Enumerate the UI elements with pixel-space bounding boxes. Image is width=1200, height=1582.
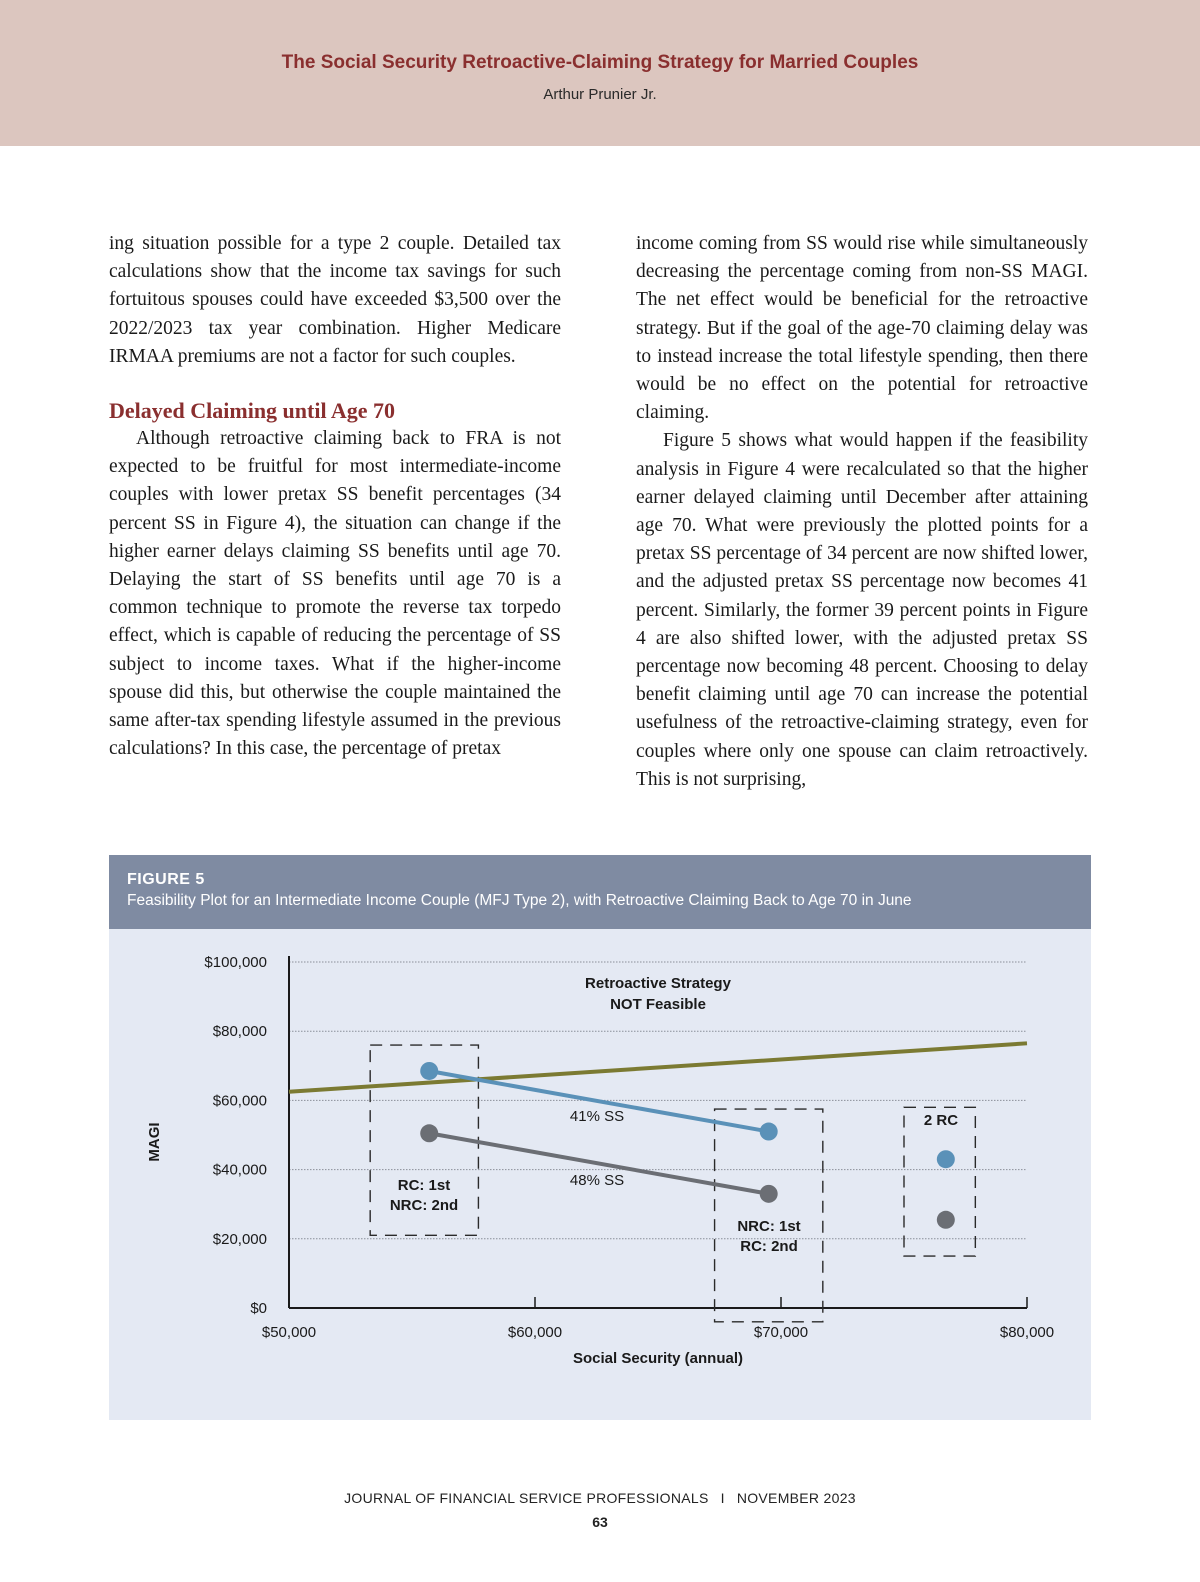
x-tick-label: $80,000 [999, 1324, 1055, 1341]
left-column [109, 230, 561, 763]
data-point-41-ss [420, 1062, 438, 1080]
series-label-41: 41% SS [569, 1108, 625, 1125]
box2-label-line2: RC: 2nd [740, 1238, 798, 1255]
x-tick-label: $70,000 [753, 1324, 809, 1341]
data-point-48-ss [420, 1124, 438, 1142]
figure-header [109, 855, 1091, 929]
x-tick-label: $60,000 [507, 1324, 563, 1341]
footer-journal-line [0, 1490, 1200, 1506]
box2-label-line1: NRC: 1st [737, 1218, 801, 1235]
lines-layer [289, 1043, 1027, 1194]
issue-date: NOVEMBER 2023 [736, 1490, 856, 1506]
running-author: Arthur Prunier Jr. [543, 86, 657, 103]
y-tick-label: $100,000 [204, 954, 267, 971]
series-label-48: 48% SS [569, 1172, 625, 1189]
right-column [636, 230, 1088, 794]
footer-separator: I [720, 1490, 725, 1506]
box1-label-line1: RC: 1st [397, 1177, 451, 1194]
journal-name: JOURNAL OF FINANCIAL SERVICE PROFESSIONALS [344, 1490, 709, 1506]
y-tick-label: $20,000 [212, 1230, 267, 1248]
page-number: 63 [592, 1514, 608, 1530]
right-paragraph-1: income coming from SS would rise while simultaneously decreasing the percentage coming from non-SS MAGI. The net effect would be beneficial for the retroactive strategy. But if the goal of the age-70 claiming delay was to instead increase the total lifestyle spending, then there would be no effect on the potential for retroactive claiming. [636, 233, 1088, 424]
figure-5 [109, 855, 1091, 1420]
region-label-line1: Retroactive Strategy [585, 975, 731, 992]
data-point-48-ss [760, 1185, 778, 1203]
y-tick-label: $40,000 [212, 1161, 267, 1179]
region-label-line2: NOT Feasible [610, 996, 706, 1013]
feasibility-chart [109, 929, 1091, 1420]
figure-caption: Feasibility Plot for an Intermediate Income Couple (MFJ Type 2), with Retroactive Claiming Back to Age 70 in June [127, 892, 912, 909]
dashed-box-3 [904, 1107, 975, 1256]
feasibility-boundary-line [289, 1043, 1027, 1091]
box3-label: 2 RC [923, 1112, 959, 1129]
data-point-2rc-48-ss [937, 1211, 955, 1229]
dashed-box-2 [715, 1109, 823, 1322]
left-paragraph-2: Although retroactive claiming back to FRA is not expected to be fruitful for most intermediate-income couples with lower pretax SS benefit percentages (34 percent SS in Figure 4), the situation can change if the higher earner delays claiming SS benefits until age 70. Delaying the start of SS benefits until age 70 is a common technique to promote the reverse tax torpedo effect, which is capable of reducing the percentage of SS subject to income taxes. What if the higher-income spouse did this, but otherwise the couple maintained the same after-tax spending lifestyle assumed in the previous calculations? In this case, the percentage of pretax [109, 428, 561, 760]
boxes-layer [370, 1045, 975, 1322]
y-axis-title: MAGI [146, 1122, 163, 1162]
data-point-41-ss [760, 1123, 778, 1141]
x-axis-title: Social Security (annual) [572, 1350, 744, 1367]
section-heading: Delayed Claiming until Age 70 [109, 398, 396, 424]
data-point-2rc-41-ss [937, 1150, 955, 1168]
y-tick-label: $60,000 [212, 1092, 267, 1110]
header-band [0, 0, 1200, 146]
y-tick-label: $80,000 [212, 1023, 267, 1041]
y-tick-label: $0 [250, 1300, 267, 1317]
box1-label-line2: NRC: 2nd [389, 1197, 459, 1214]
x-tick-label: $50,000 [261, 1324, 317, 1341]
running-title: The Social Security Retroactive-Claiming Strategy for Married Couples [281, 52, 919, 73]
left-paragraph-1: ing situation possible for a type 2 couple. Detailed tax calculations show that the income tax savings for such fortuitous spouses could have exceeded $3,500 over the 2022/2023 tax year combination. Higher Medicare IRMAA premiums are not a factor for such couples. [109, 233, 561, 367]
right-paragraph-2: Figure 5 shows what would happen if the feasibility analysis in Figure 4 were recalculated so that the higher earner delayed claiming until December after attaining age 70. What were previously the plotted points for a pretax SS percentage of 34 percent are now shifted lower, and the adjusted pretax SS percentage now becomes 41 percent. Similarly, the former 39 percent points in Figure 4 are also shifted lower, with the adjusted pretax SS percentage now becoming 48 percent. Choosing to delay benefit claiming until age 70 can increase the potential usefulness of the retroactive-claiming strategy, even for couples where only one spouse can claim retroactively. This is not surprising, [636, 430, 1088, 790]
figure-label: FIGURE 5 [127, 871, 205, 888]
